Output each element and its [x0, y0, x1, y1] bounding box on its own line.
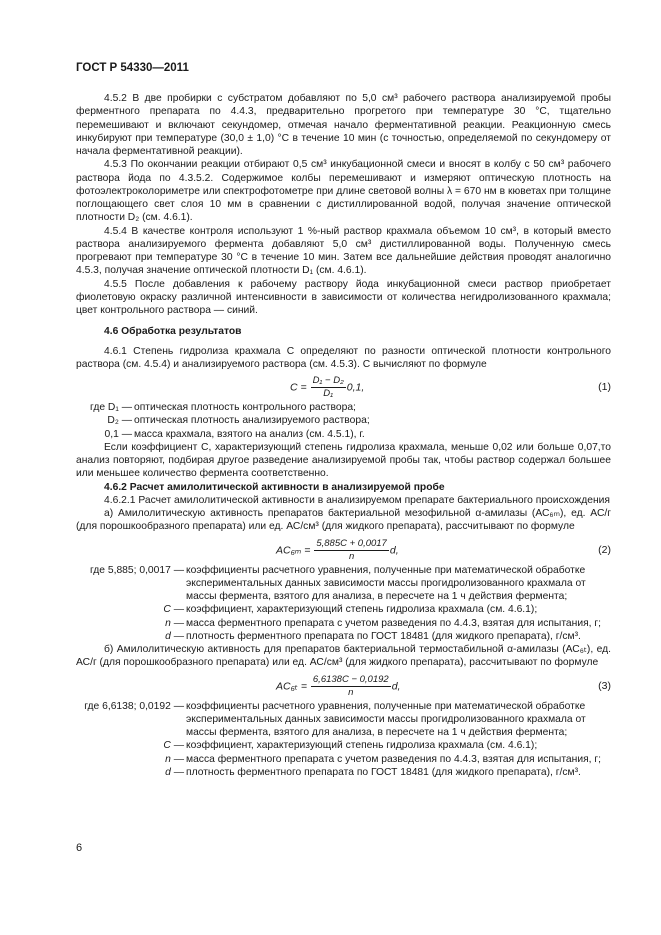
- def-value: масса ферментного препарата с учетом разведения по 4.4.3, взятая для испытания, г;: [186, 753, 602, 765]
- def-key: D₂ —: [107, 415, 132, 427]
- page-number: 6: [76, 842, 83, 854]
- def-value: масса крахмала, взятого на анализ (см. 4.5.1), г.: [134, 428, 365, 440]
- para-4-5-5: 4.5.5 После добавления к рабочему раствору йода инкубационной смеси раствор приобретает фиолетовую окраску различной интенсивности в зависимости от количества негидролизованного крахмала; цвет контрольного раствора — синий.: [76, 278, 611, 316]
- def-value: коэффициенты расчетного уравнения, полученные при математической обработке экспериментальных данных зависимости массы прогидролизованного крахмала от массы фермента, взятого для анализа, в пересчете на 1 ч действия фермента;: [186, 564, 586, 602]
- def-value: коэффициенты расчетного уравнения, полученные при математической обработке экспериментальных данных зависимости массы прогидролизованного крахмала от массы фермента, взятого для анализа, в пересчете на 1 ч действия фермента;: [186, 700, 586, 738]
- formula-2-denominator: n: [348, 550, 355, 562]
- formula-2-numerator: 5,885C + 0,0017: [316, 537, 387, 549]
- def-key: C —: [163, 604, 184, 616]
- def-key: d —: [165, 766, 184, 778]
- def-value: плотность ферментного препарата по ГОСТ 18481 (для жидкого препарата), г/см³.: [186, 630, 581, 642]
- formula-3-rhs: d,: [391, 679, 401, 692]
- def-key: где 6,6138; 0,0192 —: [84, 700, 184, 712]
- def-key: где D₁ —: [90, 402, 132, 413]
- formula-1-denominator: D₁: [323, 388, 334, 399]
- formula-1-numerator: D₁ − D₂: [312, 375, 344, 386]
- formula-3-numerator: 6,6138C − 0,0192: [312, 673, 389, 685]
- formula-1: [76, 371, 611, 401]
- formula-3-lhs: AC₆ₜ =: [276, 679, 307, 692]
- definitions-3: [76, 700, 611, 780]
- heading-4-6: 4.6 Обработка результатов: [104, 326, 242, 338]
- def-key: d —: [165, 630, 184, 642]
- para-4-6-2-1: 4.6.2.1 Расчет амилолитической активности в анализируемом препарате бактериального происхождения: [104, 494, 610, 506]
- formula-2: [76, 534, 611, 564]
- formula-3-denominator: n: [348, 686, 354, 698]
- def-value: плотность ферментного препарата по ГОСТ 18481 (для жидкого препарата), г/см³.: [186, 766, 581, 778]
- def-key: где 5,885; 0,0017 —: [89, 564, 184, 576]
- body-column: [76, 92, 611, 779]
- def-key: n —: [165, 617, 184, 629]
- def-value: масса ферментного препарата с учетом разведения по 4.4.3, взятая для испытания, г;: [186, 617, 602, 629]
- formula-1-lhs: C =: [290, 381, 307, 394]
- formula-3: [76, 670, 611, 700]
- para-4-5-4: 4.5.4 В качестве контроля используют 1 %-ный раствор крахмала объемом 10 см³, в который вместо раствора анализируемого фермента добавляют 5,0 см³ дистиллированной воды. Полученную смесь прогревают при температуре 30 °С в течение 10 мин. Затем все дальнейшие действия проводят аналогично 4.5.3, получая значение оптической плотности D₁ (см. 4.6.1).: [76, 225, 611, 277]
- formula-2-lhs: AC₆ₘ =: [276, 543, 311, 556]
- para-b: б) Амилолитическую активность для препаратов бактериальной термостабильной α-амилазы (АС₆ₜ), ед. АС/г (для порошкообразного препарата) или ед. АС/см³ (для жидкого препарата), рассчитывают по формуле: [76, 644, 611, 669]
- def-value: оптическая плотность контрольного раствора;: [134, 402, 356, 413]
- definitions-2: [76, 564, 611, 644]
- para-4-6-1: 4.6.1 Степень гидролиза крахмала С определяют по разности оптической плотности контрольного раствора (см. 4.5.4) и анализируемого раствора (см. 4.5.3). С вычисляют по формуле: [76, 345, 611, 370]
- formula-2-number: (2): [598, 543, 611, 556]
- formula-1-number: (1): [598, 381, 611, 393]
- para-a: а) Амилолитическую активность препаратов бактериальной мезофильной α-амилазы (АС₆ₘ), ед. АС/г (для порошкообразного препарата) или ед. АС/см³ (для жидкого препарата), рассчитывают по формуле: [76, 508, 611, 533]
- def-key: 0,1 —: [104, 428, 132, 440]
- def-key: n —: [165, 753, 184, 765]
- def-value: коэффициент, характеризующий степень гидролиза крахмала (см. 4.6.1);: [186, 604, 538, 616]
- formula-2-rhs: d,: [389, 543, 399, 556]
- page-header: ГОСТ Р 54330—2011: [76, 62, 189, 74]
- definitions-1: [76, 401, 611, 441]
- def-value: коэффициент, характеризующий степень гидролиза крахмала (см. 4.6.1);: [186, 740, 538, 752]
- para-4-5-2: 4.5.2 В две пробирки с субстратом добавляют по 5,0 см³ рабочего раствора анализируемой пробы ферментного препарата по 4.4.3, предварительно прогретого при температуре 30 °С, тщательно перемешивают и включают секундомер, отмечая начало ферментативной реакции. Реакционную смесь инкубируют при температуре (30,0 ± 1,0) °С в течение 10 мин (с точностью, определяемой по секундомеру от начала ферментативной реакции).: [76, 93, 611, 157]
- heading-4-6-2: 4.6.2 Расчет амилолитической активности в анализируемой пробе: [104, 481, 445, 493]
- formula-1-rhs: 0,1,: [346, 381, 365, 394]
- def-value: оптическая плотность анализируемого раствора;: [134, 415, 370, 427]
- def-key: C —: [163, 740, 184, 752]
- para-condition: Если коэффициент С, характеризующий степень гидролиза крахмала, меньше 0,02 или больше 0,07,то анализ повторяют, подбирая другое разведение анализируемой пробы так, чтобы раствор содержал большее или меньшее количество фермента соответственно.: [76, 441, 611, 480]
- para-4-5-3: 4.5.3 По окончании реакции отбирают 0,5 см³ инкубационной смеси и вносят в колбу с 50 см³ рабочего раствора йода по 4.3.5.2. Содержимое колбы перемешивают и измеряют оптическую плотность на фотоэлектроколориметре или спектрофотометре при длине световой волны λ = 670 нм в кюветах при толщине поглощающего свет слоя 10 мм в сравнении с дистиллированной водой, получая значение оптической плотности D₂ (см. 4.6.1).: [76, 159, 611, 224]
- formula-3-number: (3): [598, 679, 611, 692]
